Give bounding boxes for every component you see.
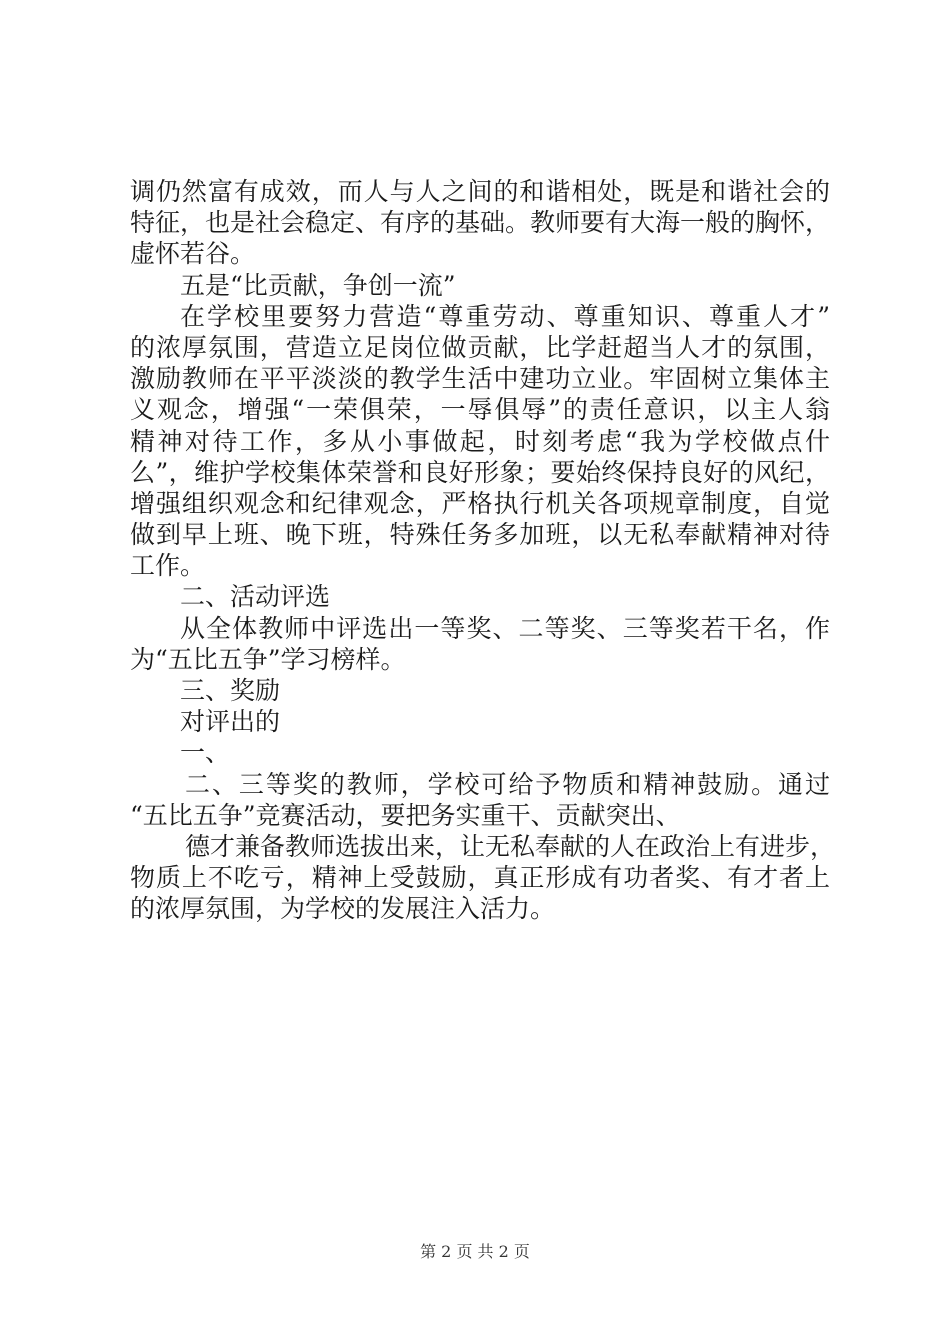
text-line: 物质上不吃亏，精神上受鼓励，真正形成有功者奖、有才者上 <box>130 863 830 893</box>
text-line: 么”，维护学校集体荣誉和良好形象；要始终保持良好的风纪， <box>130 457 830 487</box>
text-line: 为“五比五争”学习榜样。 <box>130 644 406 674</box>
text-line: “五比五争”竞赛活动，要把务实重干、贡献突出、 <box>130 800 681 830</box>
section-heading: 五是“比贡献，争创一流” <box>180 270 456 300</box>
text-line: 虚怀若谷。 <box>130 239 256 269</box>
section-heading: 三、奖励 <box>180 676 281 705</box>
text-line: 的浓厚氛围，营造立足岗位做贡献，比学赶超当人才的氛围， <box>130 332 830 362</box>
text-line: 做到早上班、晚下班，特殊任务多加班，以无私奉献精神对待 <box>130 520 830 550</box>
text-line: 二、三等奖的教师，学校可给予物质和精神鼓励。通过 <box>185 769 830 799</box>
text-line: 德才兼备教师选拔出来，让无私奉献的人在政治上有进步， <box>185 831 836 861</box>
text-line: 激励教师在平平淡淡的教学生活中建功立业。牢固树立集体主 <box>130 364 830 394</box>
text-line: 对评出的 <box>180 707 281 737</box>
text-line: 义观念，增强“一荣俱荣，一辱俱辱”的责任意识，以主人翁 <box>130 395 830 425</box>
text-line: 特征，也是社会稳定、有序的基础。教师要有大海一般的胸怀， <box>130 208 831 238</box>
page-number: 第 2 页 共 2 页 <box>420 1242 530 1261</box>
text-line: 一、 <box>180 738 231 768</box>
text-line: 的浓厚氛围，为学校的发展注入活力。 <box>130 894 556 924</box>
text-line: 在学校里要努力营造“尊重劳动、尊重知识、尊重人才” <box>180 301 830 331</box>
text-line: 调仍然富有成效，而人与人之间的和谐相处，既是和谐社会的 <box>130 177 830 206</box>
section-heading: 二、活动评选 <box>180 582 331 612</box>
text-line: 从全体教师中评选出一等奖、二等奖、三等奖若干名，作 <box>180 613 830 643</box>
text-line: 精神对待工作，多从小事做起，时刻考虑“我为学校做点什 <box>130 426 830 456</box>
text-line: 工作。 <box>130 551 206 581</box>
text-line: 增强组织观念和纪律观念，严格执行机关各项规章制度，自觉 <box>130 488 830 518</box>
document-body <box>130 176 836 925</box>
